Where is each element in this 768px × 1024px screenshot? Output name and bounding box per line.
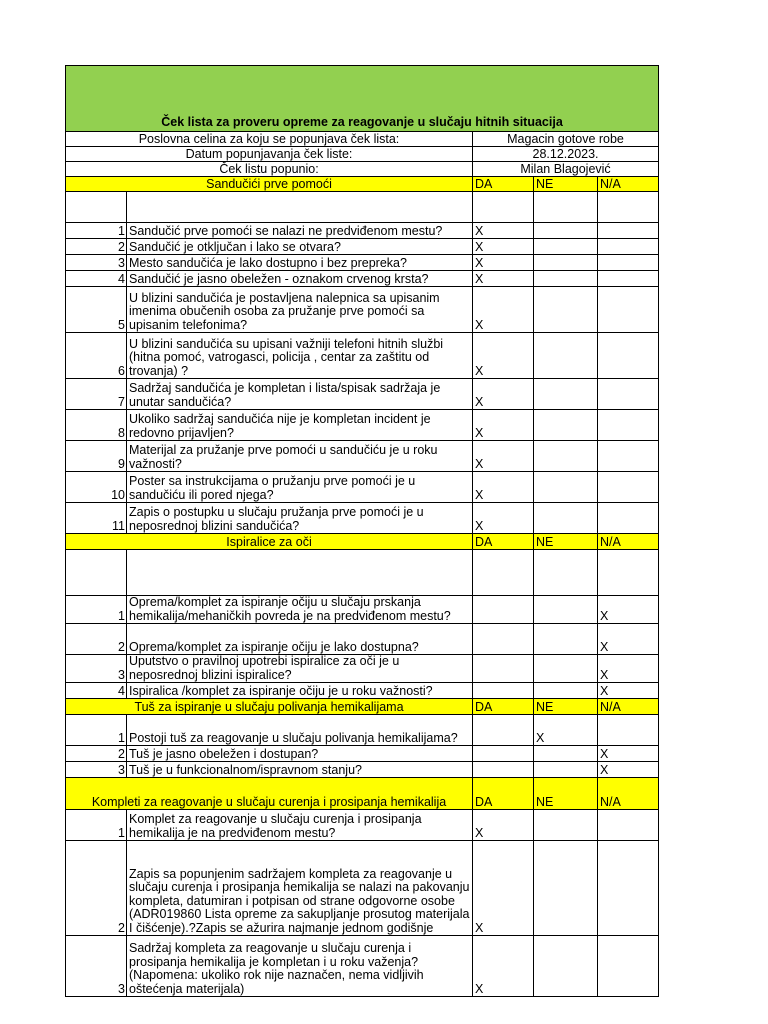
item-number: 8 xyxy=(66,410,127,441)
answer-da-cell[interactable]: X xyxy=(473,379,534,410)
checklist-row xyxy=(66,287,659,333)
item-question: Sandučić je jasno obeležen - oznakom crvenog krsta? xyxy=(127,271,473,287)
checklist-row xyxy=(66,810,659,841)
answer-da-cell[interactable]: X xyxy=(473,472,534,503)
item-number: 3 xyxy=(66,255,127,271)
answer-ne-cell[interactable] xyxy=(534,333,598,379)
item-question: Sadržaj kompleta za reagovanje u slučaju curenja i prosipanja hemikalija je kompletan i u roku važenja? (Napomena: ukoliko rok nije naznačen, nema vidljivih oštećenja materijala) xyxy=(127,936,473,997)
column-header-na: N/A xyxy=(598,177,659,192)
item-number: 1 xyxy=(66,223,127,239)
checklist-row xyxy=(66,333,659,379)
item-question: Zapis o postupku u slučaju pružanja prve pomoći je u neposrednoj blizini sandučića? xyxy=(127,503,473,534)
checklist-row xyxy=(66,715,659,746)
item-question: Tuš je u funkcionalnom/ispravnom stanju? xyxy=(127,762,473,778)
info-label-date: Datum popunjavanja ček liste: xyxy=(66,147,473,162)
item-question: Oprema/komplet za ispiranje očiju je lako dostupna? xyxy=(127,624,473,655)
checklist-row xyxy=(66,271,659,287)
item-number: 2 xyxy=(66,624,127,655)
answer-da-cell[interactable] xyxy=(473,762,534,778)
answer-da-cell[interactable] xyxy=(473,715,534,746)
answer-na-cell[interactable]: X xyxy=(598,624,659,655)
spacer-row xyxy=(66,192,659,223)
info-value-business-unit[interactable]: Magacin gotove robe xyxy=(473,132,659,147)
answer-da-cell[interactable]: X xyxy=(473,410,534,441)
answer-na-cell[interactable] xyxy=(598,287,659,333)
item-question: Zapis sa popunjenim sadržajem kompleta za reagovanje u slučaju curenja i prosipanja hemikalija se nalazi na pakovanju kompleta, datumiran i potpisan od strane odgovorne osobe (ADR019860 Lista opreme za sakupljanje prosutog materijala I čišćenje).?Zapis se ažurira najmanje jednom godišnje xyxy=(127,841,473,936)
answer-ne-cell[interactable] xyxy=(534,271,598,287)
item-question: Sandučić je otključan i lako se otvara? xyxy=(127,239,473,255)
item-question: Tuš je jasno obeležen i dostupan? xyxy=(127,746,473,762)
item-number: 5 xyxy=(66,287,127,333)
checklist-row xyxy=(66,746,659,762)
column-header-na: N/A xyxy=(598,534,659,550)
answer-na-cell[interactable] xyxy=(598,271,659,287)
item-number: 2 xyxy=(66,841,127,936)
answer-da-cell[interactable]: X xyxy=(473,810,534,841)
answer-ne-cell[interactable] xyxy=(534,746,598,762)
answer-ne-cell[interactable]: X xyxy=(534,715,598,746)
item-question: Ukoliko sadržaj sandučića nije je kompletan incident je redovno prijavljen? xyxy=(127,410,473,441)
checklist-table xyxy=(65,65,659,997)
section-title: Tuš za ispiranje u slučaju polivanja hemikalijama xyxy=(66,699,473,715)
answer-da-cell[interactable] xyxy=(473,683,534,699)
answer-na-cell[interactable] xyxy=(598,810,659,841)
answer-ne-cell[interactable] xyxy=(534,239,598,255)
item-question: U blizini sandučića je postavljena nalepnica sa upisanim imenima obučenih osoba za pružanje prve pomoći sa upisanim telefonima? xyxy=(127,287,473,333)
answer-ne-cell[interactable] xyxy=(534,441,598,472)
answer-ne-cell[interactable] xyxy=(534,596,598,624)
item-number: 1 xyxy=(66,715,127,746)
checklist-row xyxy=(66,441,659,472)
section-header-row xyxy=(66,699,659,715)
answer-ne-cell[interactable] xyxy=(534,379,598,410)
item-question: Mesto sandučića je lako dostupno i bez prepreka? xyxy=(127,255,473,271)
checklist-title: Ček lista za proveru opreme za reagovanje u slučaju hitnih situacija xyxy=(66,66,659,132)
answer-ne-cell[interactable] xyxy=(534,223,598,239)
item-number: 1 xyxy=(66,810,127,841)
answer-da-cell[interactable] xyxy=(473,596,534,624)
checklist-row xyxy=(66,655,659,683)
item-number: 11 xyxy=(66,503,127,534)
item-number: 2 xyxy=(66,239,127,255)
section-title: Ispiralice za oči xyxy=(66,534,473,550)
info-label-business-unit: Poslovna celina za koju se popunjava ček lista: xyxy=(66,132,473,147)
answer-ne-cell[interactable] xyxy=(534,255,598,271)
answer-da-cell[interactable]: X xyxy=(473,333,534,379)
item-number: 9 xyxy=(66,441,127,472)
answer-da-cell[interactable] xyxy=(473,655,534,683)
checklist-row xyxy=(66,472,659,503)
answer-da-cell[interactable]: X xyxy=(473,255,534,271)
item-number: 3 xyxy=(66,936,127,997)
info-label-filled-by: Ček listu popunio: xyxy=(66,162,473,177)
answer-da-cell[interactable] xyxy=(473,746,534,762)
answer-na-cell[interactable] xyxy=(598,936,659,997)
answer-ne-cell[interactable] xyxy=(534,655,598,683)
section-header-row xyxy=(66,534,659,550)
item-question: Materijal za pružanje prve pomoći u sandučiću je u roku važnosti? xyxy=(127,441,473,472)
item-question: Ispiralica /komplet za ispiranje očiju je u roku važnosti? xyxy=(127,683,473,699)
item-number: 7 xyxy=(66,379,127,410)
answer-na-cell[interactable] xyxy=(598,841,659,936)
item-number: 2 xyxy=(66,746,127,762)
answer-ne-cell[interactable] xyxy=(534,287,598,333)
answer-na-cell[interactable] xyxy=(598,223,659,239)
section-header-row xyxy=(66,177,659,192)
checklist-row xyxy=(66,223,659,239)
info-value-filled-by[interactable]: Milan Blagojević xyxy=(473,162,659,177)
item-question: Sadržaj sandučića je kompletan i lista/spisak sadržaja je unutar sandučića? xyxy=(127,379,473,410)
checklist-row xyxy=(66,503,659,534)
column-header-na: N/A xyxy=(598,699,659,715)
answer-na-cell[interactable] xyxy=(598,472,659,503)
answer-na-cell[interactable]: X xyxy=(598,655,659,683)
checklist-row xyxy=(66,841,659,936)
section-title: Sandučići prve pomoći xyxy=(66,177,473,192)
column-header-ne: NE xyxy=(534,778,598,810)
answer-ne-cell[interactable] xyxy=(534,936,598,997)
answer-da-cell[interactable]: X xyxy=(473,287,534,333)
answer-ne-cell[interactable] xyxy=(534,810,598,841)
section-title: Kompleti za reagovanje u slučaju curenja i prosipanja hemikalija xyxy=(66,778,473,810)
item-number: 3 xyxy=(66,655,127,683)
answer-da-cell[interactable]: X xyxy=(473,841,534,936)
answer-na-cell[interactable] xyxy=(598,410,659,441)
item-question: Oprema/komplet za ispiranje očiju u slučaju prskanja hemikalija/mehaničkih povreda je na predviđenom mestu? xyxy=(127,596,473,624)
checklist-row xyxy=(66,762,659,778)
answer-na-cell[interactable]: X xyxy=(598,596,659,624)
answer-ne-cell[interactable] xyxy=(534,841,598,936)
answer-na-cell[interactable]: X xyxy=(598,683,659,699)
answer-ne-cell[interactable] xyxy=(534,410,598,441)
item-question: Postoji tuš za reagovanje u slučaju polivanja hemikalijama? xyxy=(127,715,473,746)
info-value-date[interactable]: 28.12.2023. xyxy=(473,147,659,162)
column-header-na: N/A xyxy=(598,778,659,810)
answer-da-cell[interactable]: X xyxy=(473,936,534,997)
answer-da-cell[interactable]: X xyxy=(473,271,534,287)
item-number: 4 xyxy=(66,271,127,287)
checklist-row xyxy=(66,936,659,997)
answer-da-cell[interactable]: X xyxy=(473,239,534,255)
column-header-da: DA xyxy=(473,534,534,550)
answer-da-cell[interactable]: X xyxy=(473,223,534,239)
checklist-row xyxy=(66,379,659,410)
checklist-row xyxy=(66,410,659,441)
item-question: Komplet za reagovanje u slučaju curenja i prosipanja hemikalija je na predviđenom mestu? xyxy=(127,810,473,841)
checklist-row xyxy=(66,239,659,255)
item-number: 4 xyxy=(66,683,127,699)
checklist-row xyxy=(66,596,659,624)
answer-na-cell[interactable] xyxy=(598,441,659,472)
item-question: Poster sa instrukcijama o pružanju prve pomoći je u sandučiću ili pored njega? xyxy=(127,472,473,503)
column-header-da: DA xyxy=(473,778,534,810)
answer-ne-cell[interactable] xyxy=(534,683,598,699)
item-number: 1 xyxy=(66,596,127,624)
column-header-ne: NE xyxy=(534,534,598,550)
item-question: Uputstvo o pravilnoj upotrebi ispiralice za oči je u neposrednoj blizini ispiralice? xyxy=(127,655,473,683)
answer-na-cell[interactable] xyxy=(598,379,659,410)
answer-ne-cell[interactable] xyxy=(534,762,598,778)
answer-ne-cell[interactable] xyxy=(534,472,598,503)
column-header-da: DA xyxy=(473,699,534,715)
item-question: Sandučić prve pomoći se nalazi ne predviđenom mestu? xyxy=(127,223,473,239)
answer-ne-cell[interactable] xyxy=(534,624,598,655)
answer-da-cell[interactable]: X xyxy=(473,441,534,472)
item-number: 10 xyxy=(66,472,127,503)
answer-na-cell[interactable] xyxy=(598,715,659,746)
spacer-row xyxy=(66,550,659,596)
column-header-da: DA xyxy=(473,177,534,192)
item-number: 3 xyxy=(66,762,127,778)
checklist-row xyxy=(66,624,659,655)
answer-da-cell[interactable]: X xyxy=(473,503,534,534)
answer-na-cell[interactable] xyxy=(598,503,659,534)
answer-na-cell[interactable]: X xyxy=(598,762,659,778)
checklist-row xyxy=(66,683,659,699)
answer-na-cell[interactable] xyxy=(598,255,659,271)
answer-da-cell[interactable] xyxy=(473,624,534,655)
checklist-row xyxy=(66,255,659,271)
section-header-row xyxy=(66,778,659,810)
answer-ne-cell[interactable] xyxy=(534,503,598,534)
column-header-ne: NE xyxy=(534,177,598,192)
answer-na-cell[interactable] xyxy=(598,239,659,255)
column-header-ne: NE xyxy=(534,699,598,715)
item-number: 6 xyxy=(66,333,127,379)
answer-na-cell[interactable]: X xyxy=(598,746,659,762)
answer-na-cell[interactable] xyxy=(598,333,659,379)
item-question: U blizini sandučića su upisani važniji telefoni hitnih službi (hitna pomoć, vatrogasci, policija , centar za zaštitu od trovanja) ? xyxy=(127,333,473,379)
